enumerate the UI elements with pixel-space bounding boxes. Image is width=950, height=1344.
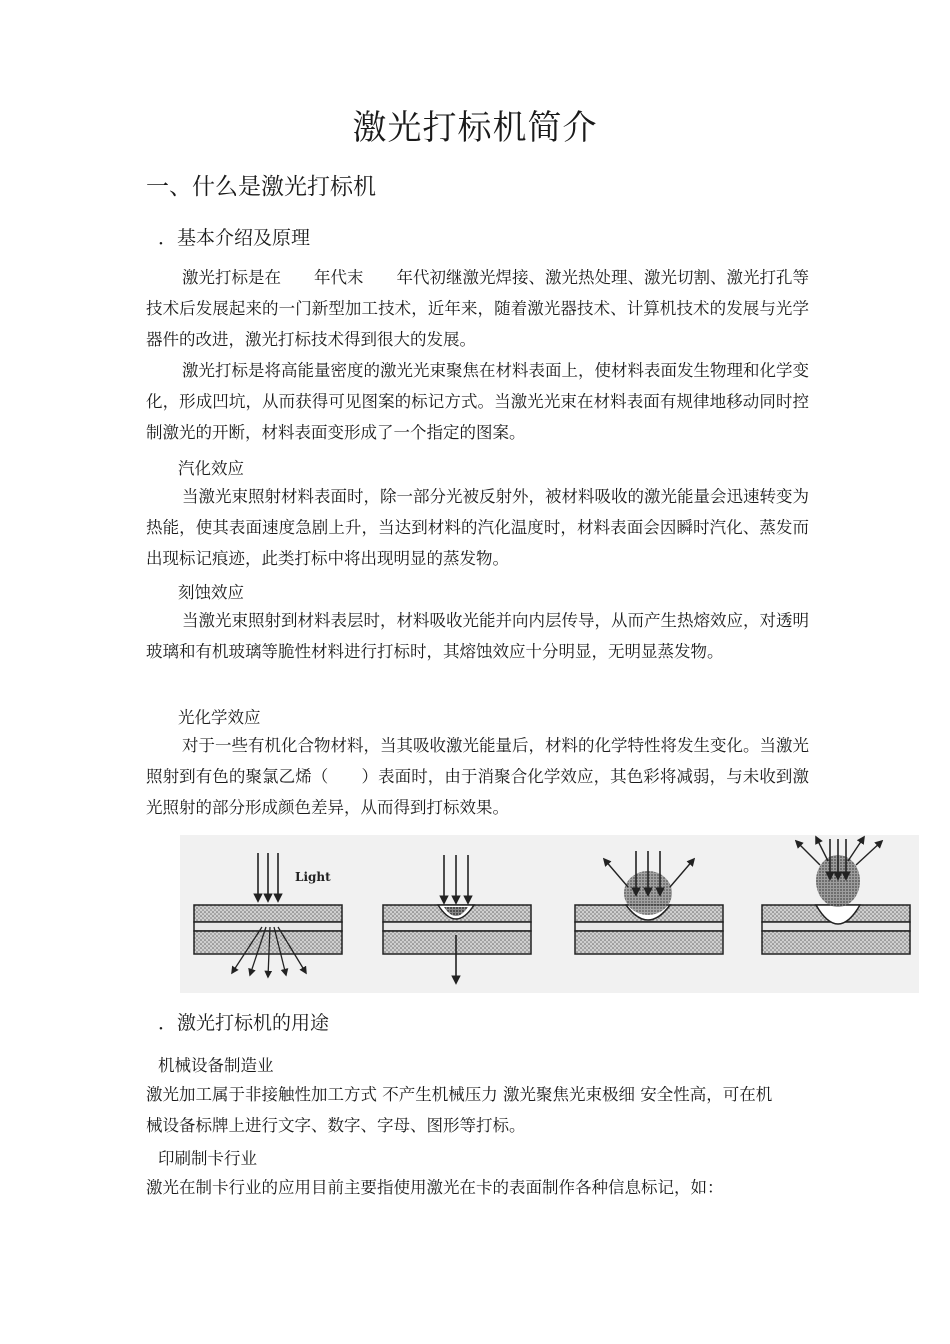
effect-vaporization-title: 汽化效应 [178, 459, 244, 478]
light-label: Light [295, 870, 331, 884]
panel-plume [575, 851, 723, 954]
paragraph-intro: 激光打标是在 年代末 年代初继激光焊接、激光热处理、激光切割、激光打孔等技术后发展起来的一门新型加工技术，近年来，随着激光器技术、计算机技术的发展与光学器件的改进，激光打标技术得到很大的发展。 [146, 268, 809, 349]
page-title: 激光打标机简介 [352, 108, 598, 148]
laser-effects-figure [180, 835, 919, 993]
use-machinery-title: 机械设备制造业 [158, 1056, 274, 1075]
effect-etching-title: 刻蚀效应 [178, 583, 244, 602]
effect-photochemical-title: 光化学效应 [178, 708, 261, 727]
subsection-heading-usage: ．激光打标机的用途 [158, 1012, 330, 1034]
section-heading-what-is: 一、什么是激光打标机 [146, 174, 376, 200]
use-card-printing-text: 激光在制卡行业的应用目前主要指使用激光在卡的表面制作各种信息标记，如： [146, 1178, 724, 1197]
panel-vaporization [194, 853, 342, 977]
effect-photochemical-text: 对于一些有机化合物材料，当其吸收激光能量后，材料的化学特性将发生变化。当激光照射到有色的聚氯乙烯（ ）表面时，由于消聚合化学效应，其色彩将减弱，与未收到激光照射的部分形成颜色差异，从而得到打标效果。 [146, 736, 809, 817]
panel-crater [762, 837, 910, 954]
laser-effects-diagram [180, 835, 919, 993]
paragraph-principle: 激光打标是将高能量密度的激光光束聚焦在材料表面上，使材料表面发生物理和化学变化，形成凹坑，从而获得可见图案的标记方式。当激光光束在材料表面有规律地移动同时控制激光的开断，材料表面变形成了一个指定的图案。 [146, 361, 809, 442]
subsection-heading-basics: ．基本介绍及原理 [158, 227, 311, 249]
use-card-printing-title: 印刷制卡行业 [158, 1149, 257, 1168]
effect-vaporization-text: 当激光束照射材料表面时，除一部分光被反射外，被材料吸收的激光能量会迅速转变为热能，使其表面速度急剧上升，当达到材料的汽化温度时，材料表面会因瞬时汽化、蒸发而出现标记痕迹，此类打标中将出现明显的蒸发物。 [146, 487, 809, 568]
panel-etching [383, 855, 531, 983]
use-machinery-text: 激光加工属于非接触性加工方式 不产生机械压力 激光聚焦光束极细 安全性高，可在机械设备标牌上进行文字、数字、字母、图形等打标。 [146, 1085, 773, 1135]
effect-etching-text: 当激光束照射到材料表层时，材料吸收光能并向内层传导，从而产生热熔效应，对透明玻璃和有机玻璃等脆性材料进行打标时，其熔蚀效应十分明显，无明显蒸发物。 [146, 611, 809, 661]
